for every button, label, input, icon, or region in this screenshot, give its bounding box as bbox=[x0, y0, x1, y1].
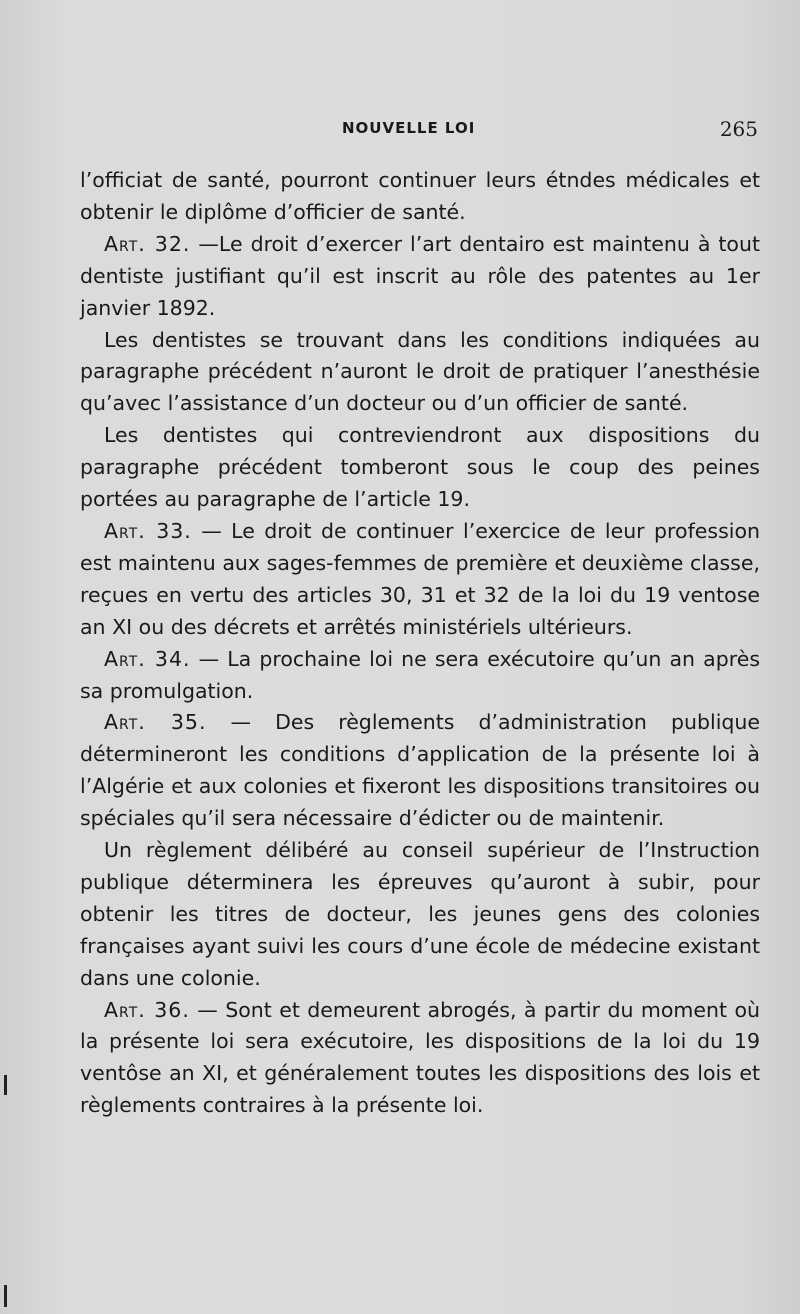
article-32 bbox=[80, 229, 760, 325]
page-number: 265 bbox=[719, 117, 758, 141]
page-header bbox=[80, 117, 758, 145]
article-text: — La prochaine loi ne sera exécutoire qu’un an après sa promulgation. bbox=[80, 646, 760, 703]
paragraph-text: Les dentistes se trouvant dans les conditions indiquées au paragraphe précédent n’auront le droit de pratiquer l’anesthésie qu’avec l’assistance d’un docteur ou d’un officier de santé. bbox=[80, 327, 760, 416]
article-label: Art. 33. bbox=[104, 518, 192, 543]
article-text: — Le droit de continuer l’exercice de leur profession est maintenu aux sages-femmes de première et deuxième classe, reçues en vertu des articles 30, 31 et 32 de la loi du 19 ventose an XI ou des décrets et arrêtés ministériels ultérieurs. bbox=[80, 518, 760, 639]
article-label: Art. 35. bbox=[104, 710, 207, 735]
article-text: — Sont et demeurent abrogés, à partir du moment où la présente loi sera exécutoire, les dispositions de la loi du 19 ventôse an XI, et généralement toutes les dispositions des lois et règlements contraires à la présente loi. bbox=[80, 997, 761, 1118]
article-label: Art. 36. bbox=[104, 997, 190, 1022]
article-label: Art. 34. bbox=[104, 646, 191, 671]
paragraph bbox=[80, 165, 760, 229]
paragraph bbox=[80, 325, 760, 421]
paragraph-text: Un règlement délibéré au conseil supérieur de l’Instruction publique déterminera les épreuves qu’auront à subir, pour obtenir les titres de docteur, les jeunes gens des colonies françaises ayant suivi les cours d’une école de médecine existant dans une colonie. bbox=[80, 838, 760, 990]
paragraph-text: l’officiat de santé, pourront continuer leurs étndes médicales et obtenir le diplôme d’officier de santé. bbox=[80, 168, 760, 224]
paragraph bbox=[80, 835, 760, 995]
article-34 bbox=[80, 644, 760, 708]
article-35 bbox=[80, 707, 760, 835]
paragraph bbox=[80, 420, 760, 516]
margin-mark bbox=[4, 1075, 7, 1095]
running-title: NOUVELLE LOI bbox=[342, 119, 476, 137]
article-36 bbox=[80, 995, 760, 1123]
paragraph-text: Les dentistes qui contreviendront aux dispositions du paragraphe précédent tomberont sous le coup des peines portées au paragraphe de l’article 19. bbox=[80, 423, 760, 512]
article-33 bbox=[80, 516, 760, 644]
margin-mark bbox=[4, 1285, 7, 1307]
article-text: —Le droit d’exercer l’art dentairo est maintenu à tout dentiste justifiant qu’il est inscrit au rôle des patentes au 1er janvier 1892. bbox=[80, 231, 760, 320]
article-text: — Des règlements d’administration publique détermineront les conditions d’application de la présente loi à l’Algérie et aux colonies et fixeront les dispositions transitoires ou spéciales qu’il sera nécessaire d’édicter ou de maintenir. bbox=[80, 710, 761, 831]
body-text bbox=[80, 165, 760, 1122]
article-label: Art. 32. bbox=[104, 231, 191, 256]
